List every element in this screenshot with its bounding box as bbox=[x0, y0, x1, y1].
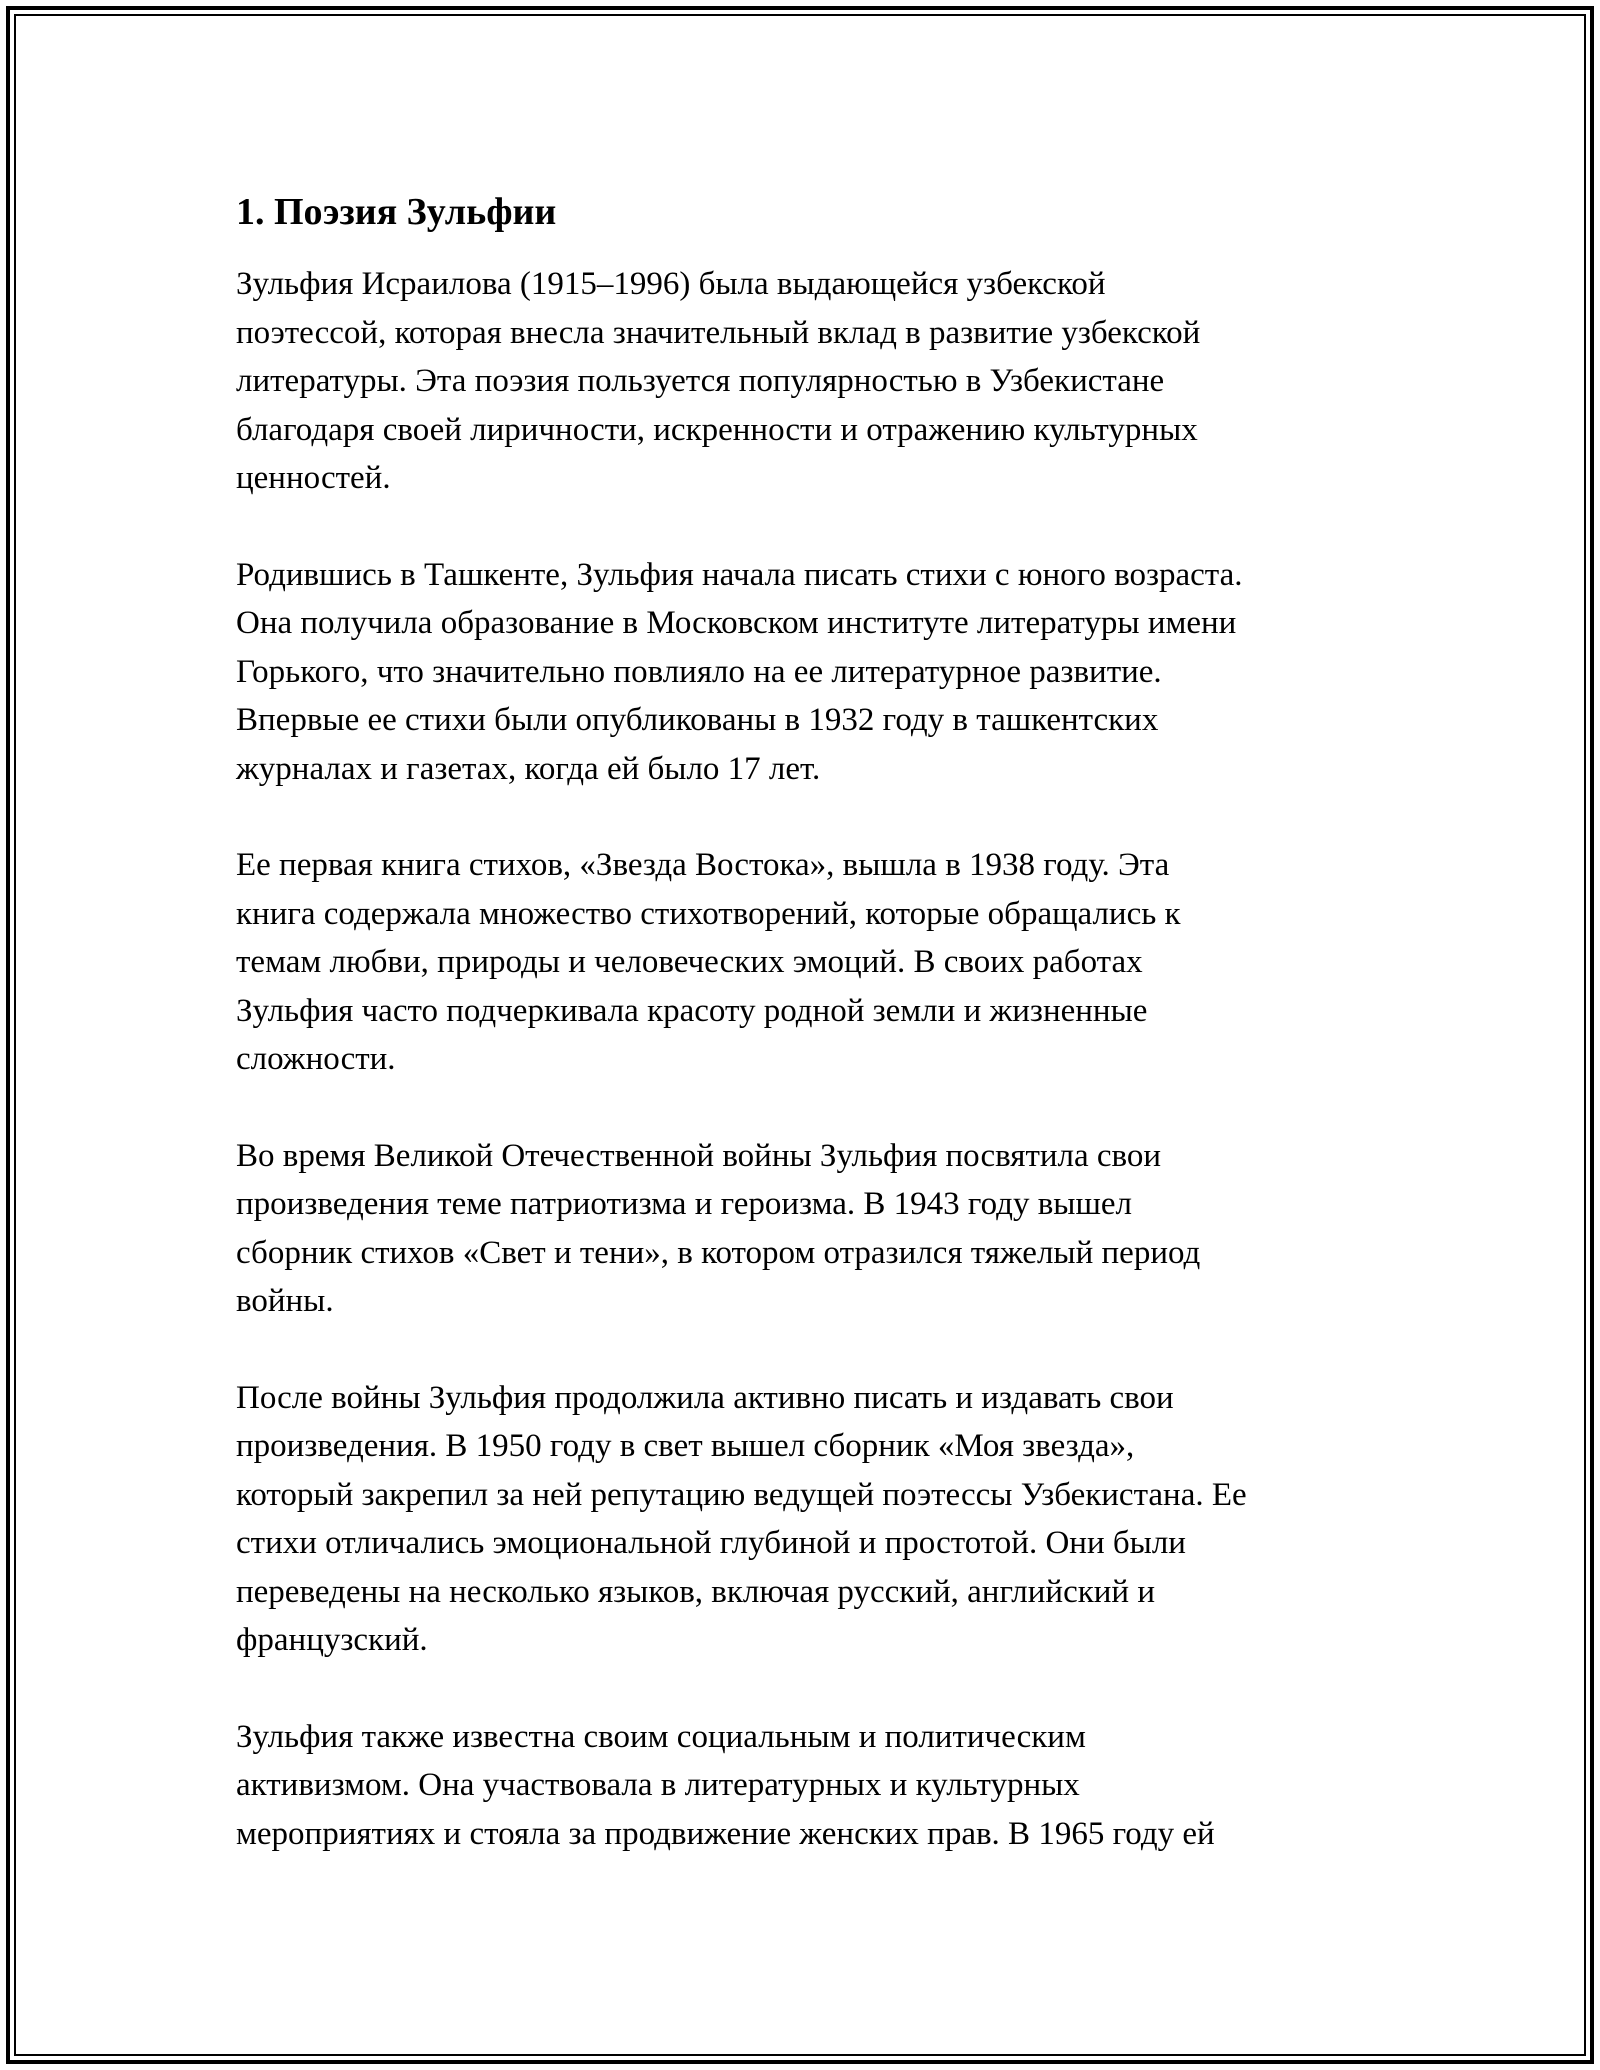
paragraph-2: Родившись в Ташкенте, Зульфия начала писать стихи с юного возраста. Она получила образование в Московском институте литературы имени Горького, что значительно повлияло на ее литературное развитие. Впервые ее стихи были опубликованы в 1932 году в ташкентских журналах и газетах, когда ей было 17 лет. bbox=[236, 556, 1243, 787]
section-heading: 1. Поэзия Зульфии bbox=[236, 191, 557, 233]
paragraph-5: После войны Зульфия продолжила активно писать и издавать свои произведения. В 1950 году в свет вышел сборник «Моя звезда», который закрепил за ней репутацию ведущей поэтессы Узбекистана. Ее стихи отличались эмоциональной глубиной и простотой. Они были переведены на несколько языков, включая русский, английский и французский. bbox=[236, 1379, 1247, 1658]
paragraph-4: Во время Великой Отечественной войны Зульфия посвятила свои произведения теме патриотизма и героизма. В 1943 году вышел сборник стихов «Свет и тени», в котором отразился тяжелый период войны. bbox=[236, 1137, 1201, 1319]
document-body bbox=[236, 186, 1396, 1906]
paragraph-3: Ее первая книга стихов, «Звезда Востока», вышла в 1938 году. Эта книга содержала множество стихотворений, которые обращались к темам любви, природы и человеческих эмоций. В своих работах Зульфия часто подчеркивала красоту родной земли и жизненные сложности. bbox=[236, 847, 1181, 1077]
paragraph-1: Зульфия Исраилова (1915–1996) была выдающейся узбекской поэтессой, которая внесла значительный вклад в развитие узбекской литературы. Эта поэзия пользуется популярностью в Узбекистане благодаря своей лиричности, искренности и отражению культурных ценностей. bbox=[236, 266, 1201, 496]
paragraph-6: Зульфия также известна своим социальным и политическим активизмом. Она участвовала в литературных и культурных мероприятиях и стояла за продвижение женских прав. В 1965 году ей bbox=[236, 1718, 1215, 1852]
